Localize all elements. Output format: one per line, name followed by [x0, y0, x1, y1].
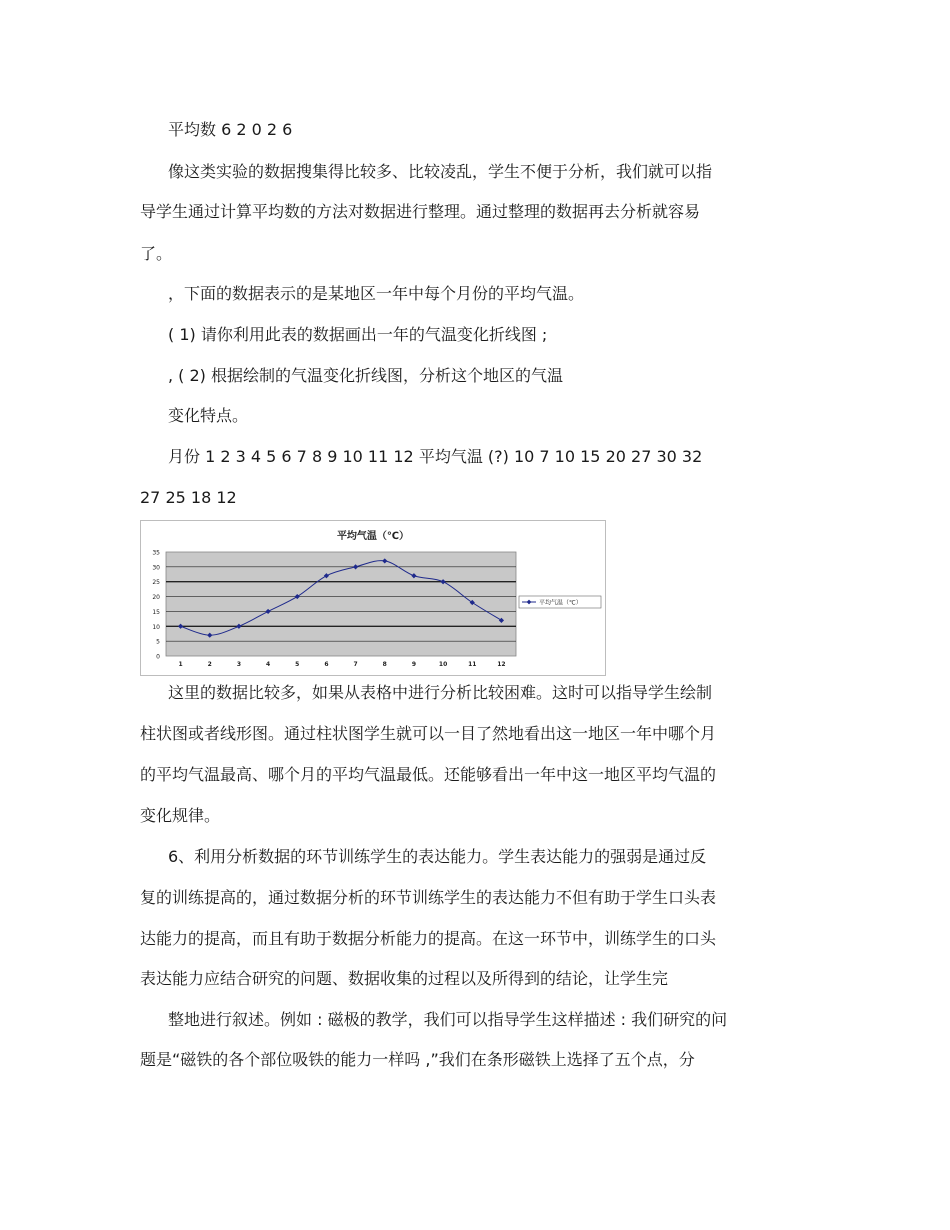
text-line: 题是“磁铁的各个部位吸铁的能力一样吗 ,”我们在条形磁铁上选择了五个点，分: [140, 1050, 695, 1069]
text-line: 表达能力应结合研究的问题、数据收集的过程以及所得到的结论，让学生完: [140, 969, 669, 988]
text-line: 像这类实验的数据搜集得比较多、比较凌乱，学生不便于分析，我们就可以指: [168, 162, 713, 181]
text-line: 的平均气温最高、哪个月的平均气温最低。还能够看出一年中这一地区平均气温的: [140, 765, 717, 784]
text-line: 复的训练提高的，通过数据分析的环节训练学生的表达能力不但有助于学生口头表: [140, 888, 717, 907]
text-line: 变化规律。: [140, 806, 221, 825]
chart-title: 平均气温（℃）: [336, 531, 410, 542]
text-line: 6、利用分析数据的环节训练学生的表达能力。学生表达能力的强弱是通过反: [168, 847, 707, 866]
text-line: 整地进行叙述。例如 : 磁极的教学，我们可以指导学生这样描述 : 我们研究的问: [168, 1010, 728, 1029]
text-line: 27 25 18 12: [140, 488, 237, 507]
text-line: 变化特点。: [168, 406, 249, 425]
text-line: 这里的数据比较多，如果从表格中进行分析比较困难。这时可以指导学生绘制: [168, 683, 713, 702]
x-tick-label: 2: [207, 661, 212, 668]
text-line: ( 1) 请你利用此表的数据画出一年的气温变化折线图 ;: [168, 325, 548, 344]
x-tick-label: 7: [353, 661, 358, 668]
y-tick-label: 35: [152, 549, 160, 557]
text-line: , ( 2) 根据绘制的气温变化折线图，分析这个地区的气温: [168, 366, 564, 385]
legend-label: 平均气温（℃）: [539, 599, 582, 607]
text-line: 了。: [140, 244, 173, 263]
text-line: 导学生通过计算平均数的方法对数据进行整理。通过整理的数据再去分析就容易: [140, 202, 701, 221]
chart-svg: [141, 521, 605, 675]
x-tick-label: 5: [295, 661, 300, 668]
y-tick-label: 25: [152, 579, 160, 587]
temperature-line-chart: [140, 520, 606, 676]
y-tick-label: 20: [152, 594, 160, 602]
x-tick-label: 3: [236, 661, 242, 668]
text-line: ，下面的数据表示的是某地区一年中每个月份的平均气温。: [168, 284, 585, 303]
text-line: 柱状图或者线形图。通过柱状图学生就可以一目了然地看出这一地区一年中哪个月: [140, 724, 717, 743]
x-tick-label: 9: [411, 661, 417, 668]
y-tick-label: 10: [152, 623, 160, 631]
x-tick-label: 8: [382, 661, 387, 668]
x-tick-label: 11: [468, 661, 477, 668]
text-line: 达能力的提高，而且有助于数据分析能力的提高。在这一环节中，训练学生的口头: [140, 929, 717, 948]
y-tick-label: 30: [152, 564, 160, 572]
plot-area: [166, 552, 516, 656]
x-tick-label: 4: [265, 661, 271, 668]
text-line: 月份 1 2 3 4 5 6 7 8 9 10 11 12 平均气温 (?) 10 7 10 15 20 27 30 32: [168, 447, 703, 466]
y-tick-label: 5: [156, 638, 160, 646]
y-tick-label: 0: [156, 653, 160, 661]
x-tick-label: 12: [497, 661, 506, 668]
y-tick-label: 15: [152, 608, 160, 616]
x-tick-label: 10: [438, 661, 448, 668]
x-tick-label: 1: [178, 661, 183, 668]
x-tick-label: 6: [324, 661, 329, 668]
text-line: 平均数 6 2 0 2 6: [168, 120, 293, 139]
